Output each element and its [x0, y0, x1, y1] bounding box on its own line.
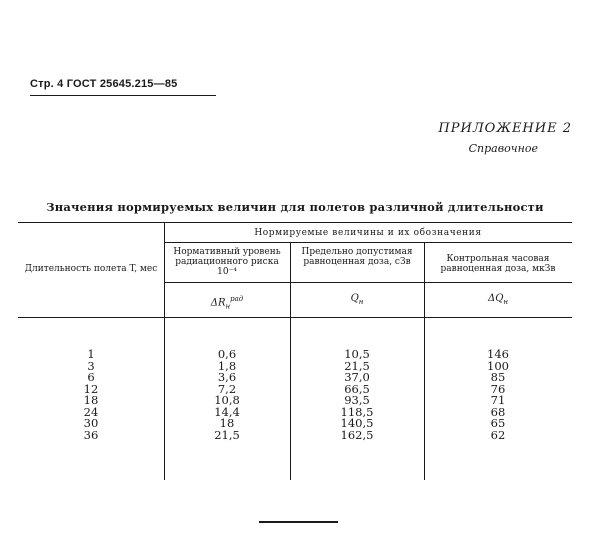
table-cell: 140,5 — [340, 416, 374, 430]
values-table — [18, 222, 572, 480]
table-cell: 10,5 — [344, 347, 370, 361]
group-header: Нормируемые величины и их обозначения — [254, 228, 482, 238]
symbol-row-rule — [164, 282, 572, 283]
table-cell: 76 — [490, 381, 506, 396]
table-cell: 71 — [490, 393, 506, 407]
table-cell: 21,5 — [344, 358, 370, 373]
table-cell: 62 — [490, 427, 506, 442]
table-cell: 10,8 — [214, 393, 240, 407]
table-cell: 30 — [83, 416, 99, 430]
footer-rule — [259, 521, 338, 523]
symbol-hourly-dose: $\Delta Q_н$ — [487, 293, 509, 306]
column-header-dose-limit: Предельно допустимая равноценная доза, сЗв — [301, 247, 413, 267]
header-text: Стр. 4 ГОСТ 25645.215—85 — [30, 78, 178, 90]
table-cell: 162,5 — [340, 427, 374, 442]
table-cell: 1 — [87, 347, 95, 361]
table-cell: 100 — [487, 358, 509, 373]
table-cell: 93,5 — [344, 393, 370, 407]
table-cell: 146 — [487, 347, 509, 361]
table-cell: 21,5 — [214, 427, 240, 442]
symbol-dose-limit: $Q_н$ — [350, 293, 364, 306]
table-cell: 85 — [490, 370, 506, 384]
table-cell: 7,2 — [217, 381, 237, 396]
column-header-hourly-dose: Контрольная часовая равноценная доза, мкЗв — [440, 254, 556, 274]
header-rule — [30, 95, 216, 96]
table-cell: 3,6 — [217, 370, 237, 384]
table-cell: 36 — [83, 427, 99, 442]
group-header-rule — [164, 242, 572, 243]
table-cell: 18 — [83, 393, 99, 407]
column-duration — [18, 349, 164, 441]
table-cell: 0,6 — [217, 347, 237, 361]
table-cell: 12 — [83, 381, 99, 396]
table-cell: 3 — [87, 358, 95, 373]
table-title: Значения нормируемых величин для полетов различной длительности — [46, 200, 544, 214]
column-header-risk: Нормативный уровень радиационного риска 10⁻⁴ — [173, 247, 281, 277]
column-dose-limit — [290, 349, 424, 441]
symbol-risk: $\Delta R_н^{рад}$ — [210, 295, 244, 311]
table-header-rule — [18, 317, 572, 318]
column-risk — [164, 349, 290, 441]
table-cell: 6 — [87, 370, 95, 384]
table-top-rule — [18, 222, 572, 223]
table-cell: 24 — [83, 404, 99, 419]
table-cell: 66,5 — [344, 381, 370, 396]
table-cell: 14,4 — [214, 404, 240, 419]
appendix-title: ПРИЛОЖЕНИЕ 2 — [438, 121, 572, 136]
table-cell: 118,5 — [340, 404, 374, 419]
table-cell: 18 — [219, 416, 235, 430]
table-cell: 37,0 — [344, 370, 370, 384]
table-cell: 68 — [490, 404, 506, 419]
duration-header: Длительность полета T, мес — [24, 264, 158, 274]
table-cell: 65 — [490, 416, 506, 430]
column-hourly-dose — [424, 349, 572, 441]
table-cell: 1,8 — [217, 358, 237, 373]
appendix-subtitle: Справочное — [468, 142, 538, 155]
